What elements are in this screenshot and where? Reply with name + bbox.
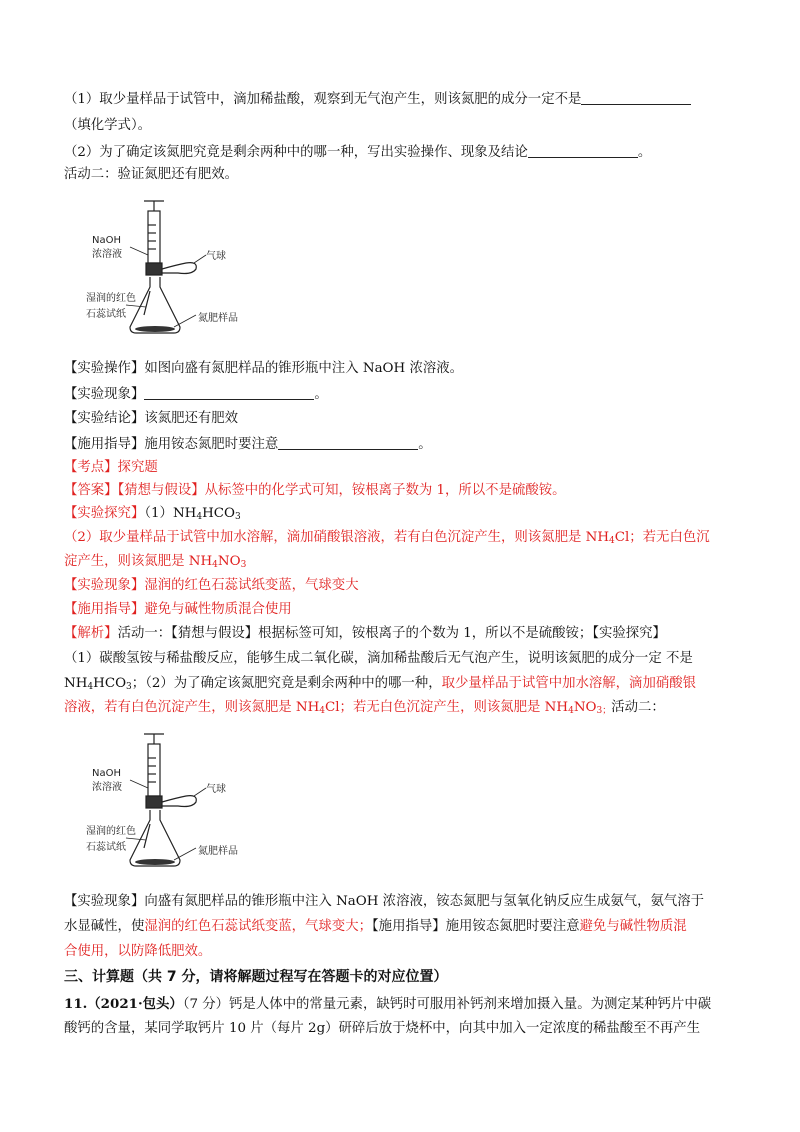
exp-concl: 【实验结论】该氮肥还有肥效 [64,411,239,426]
answer-explore: 【实验探究】$(1)NH_4HCO_3$ [64,506,241,522]
answer-blank[interactable] [528,143,638,158]
section-heading: 三、计算题（共 7 分，请将解题过程写在答题卡的对应位置） [64,969,448,985]
q1-line2: （填化学式）。 [64,118,152,133]
paper-label-1: 湿润的红色 [86,293,136,304]
balloon-label: 气球 [206,251,226,262]
answer-blank[interactable] [581,90,691,105]
answer-main: 【答案】【猜想与假设】从标签中的化学式可知，铵根离子数为 1，所以不是硫酸铵。 [64,483,566,498]
apparatus-figure-2 [86,728,256,878]
analysis-line4: 溶液，若有白色沉淀产生，则该氮肥是 $NH_4Cl$；若无白色沉淀产生，则该氮肥是 $NH_4NO_{3;}$活动二： [64,700,665,716]
q2-line: （2）为了确定该氮肥究竟是剩余两种中的哪一种，写出实验操作、现象及结论 。 [64,145,652,160]
exp-op: 【实验操作】如图向盛有氮肥样品的锥形瓶中注入 NaOH 浓溶液。 [64,361,464,376]
q11-line2: 酸钙的含量，某同学取钙片 10 片（每片 2g）研碎后放于烧杯中，向其中加入一定浓度的稀盐酸至不再产生 [64,1021,701,1036]
analysis-line6: 水显碱性，使湿润的红色石蕊试纸变蓝，气球变大；【施用指导】施用铵态氮肥时要注意避免与碱性物质混 [64,919,687,934]
balloon-label: 气球 [206,784,226,795]
answer-blank[interactable] [278,435,418,450]
exp-phen: 【实验现象】 。 [64,387,328,402]
q1-line1: （1）取少量样品于试管中，滴加稀盐酸，观察到无气泡产生，则该氮肥的成分一定不是 [64,90,736,109]
analysis-line1: 【解析】活动一：【猜想与假设】根据标签可知，铵根离子的个数为 1，所以不是硫酸铵；【实验探究】 [64,626,666,641]
analysis-line3: $NH_4HCO_3$；（2）为了确定该氮肥究竟是剩余两种中的哪一种，取少量样品于试管中加水溶解，滴加硝酸银 [64,676,697,692]
paper-label-2: 石蕊试纸 [86,309,126,320]
apparatus-figure [86,195,256,345]
q11-line1: 11.（2021·包头）（7 分）钙是人体中的常量元素，缺钙时可服用补钙剂来增加摄入量。为测定某种钙片中碳 [64,996,712,1012]
analysis-line5: 【实验现象】向盛有氮肥样品的锥形瓶中注入 NaOH 浓溶液，铵态氮肥与氢氧化钠反应生成氨气，氨气溶于 [64,894,705,909]
analysis-line2: （1）碳酸氢铵与稀盐酸反应，能够生成二氧化碳，滴加稀盐酸后无气泡产生，说明该氮肥的成分一定 不是 [64,651,693,666]
sample-label: 氮肥样品 [198,313,238,324]
naoh-label: NaOH [92,768,121,779]
answer-blank[interactable] [144,385,314,400]
activity2-text: 活动二：验证氮肥还有肥效。 [64,167,239,182]
solution-label: 浓溶液 [92,782,122,793]
analysis-line7: 合使用，以防降低肥效。 [64,944,212,959]
paper-label-2: 石蕊试纸 [86,842,126,853]
exp-guide: 【施用指导】施用铵态氮肥时要注意 。 [64,437,432,452]
answer-phen: 【实验现象】湿润的红色石蕊试纸变蓝，气球变大 [64,578,359,593]
answer-p2-line1: （2）取少量样品于试管中加水溶解，滴加硝酸银溶液，若有白色沉淀产生，则该氮肥是 $NH_4Cl$；若无白色沉 [64,530,710,546]
answer-kaodian: 【考点】探究题 [64,460,158,475]
answer-guide: 【施用指导】避免与碱性物质混合使用 [64,602,292,617]
paper-label-1: 湿润的红色 [86,826,136,837]
solution-label: 浓溶液 [92,249,122,260]
naoh-label: NaOH [92,235,121,246]
sample-label: 氮肥样品 [198,846,238,857]
answer-p2-line2: 淀产生，则该氮肥是 $NH_4NO_3$ [64,554,247,570]
